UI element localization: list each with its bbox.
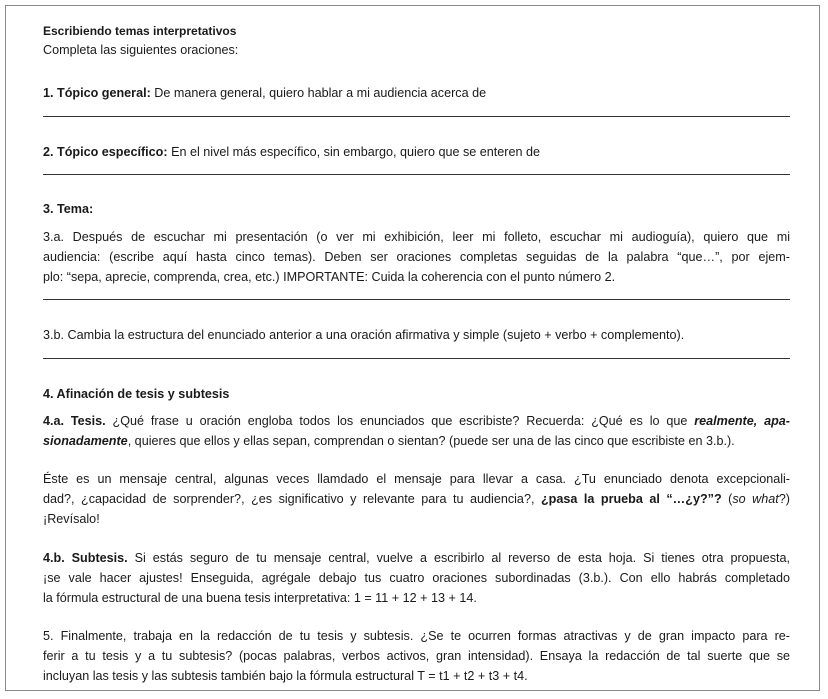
item-3-label: 3. Tema:: [43, 202, 94, 216]
item-2-specific-topic: [43, 142, 790, 162]
item-4a-emphasis: sionadamente: [43, 434, 128, 448]
answer-line-1[interactable]: [43, 116, 790, 117]
central-message-text: dad?, ¿capacidad de sorprender?, ¿es significativo y relevante para tu audiencia?,: [43, 492, 541, 506]
item-4b-text: Si estás seguro de tu mensaje central, vuelve a escribirlo al reverso de esta hoja. Si tienes otra propuesta,: [127, 551, 790, 565]
answer-line-3a[interactable]: [43, 299, 790, 300]
answer-line-3b[interactable]: [43, 358, 790, 359]
worksheet-subtitle: Completa las siguientes oraciones:: [43, 43, 239, 57]
item-3a-line: 3.a. Después de escuchar mi presentación (o ver mi exhibición, leer mi folleto, escuchar mi audioguía), quiero que mi: [43, 230, 790, 244]
item-1-text: De manera general, quiero hablar a mi audiencia acerca de: [150, 86, 487, 100]
item-2-text: En el nivel más específico, sin embargo, quiero que se enteren de: [167, 145, 541, 159]
central-message-bold: ¿pasa la prueba al “…¿y?”?: [540, 492, 722, 506]
item-3a-line: plo: “sepa, aprecie, comprenda, crea, etc.) IMPORTANTE: Cuida la coherencia con el punto número 2.: [43, 270, 616, 284]
central-message-line: Éste es un mensaje central, algunas veces llamdado el mensaje para llevar a casa. ¿Tu enunciado denota excepcionali-: [43, 472, 790, 486]
central-message-line: ¡Revísalo!: [43, 512, 100, 526]
item-4b-label: 4.b. Subtesis.: [43, 551, 128, 565]
item-4a-text: ¿Qué frase u oración engloba todos los enunciados que escribiste? Recuerda: ¿Qué es lo que: [105, 414, 695, 428]
item-5-line: 5. Finalmente, trabaja en la redacción de tu tesis y subtesis. ¿Se te ocurren formas atractivas y de gran impacto para re-: [43, 629, 790, 643]
item-1-general-topic: [43, 83, 790, 103]
item-1-label: 1. Tópico general:: [43, 86, 151, 100]
central-message-line: [43, 489, 790, 509]
item-4a-line: [43, 431, 790, 451]
paren: (: [721, 492, 733, 506]
paren: ?): [778, 492, 790, 506]
central-message-italic: so what: [732, 492, 779, 506]
item-3a-line: audiencia: (escribe aquí hasta cinco temas). Deben ser oraciones completas seguidas de la palabra “que…”, por ejem-: [43, 250, 790, 264]
item-4b-line: ¡se vale hacer ajustes! Enseguida, agrégale debajo tus cuatro oraciones subordinadas (3.b.). Con ello habrás completado: [43, 571, 790, 585]
item-4a-label: 4.a. Tesis.: [43, 414, 106, 428]
item-2-label: 2. Tópico específico:: [43, 145, 168, 159]
item-5-line: incluyan las tesis y las subtesis también bajo la fórmula estructural T = t1 + t2 + t3 + t4.: [43, 669, 528, 683]
item-4a-emphasis: realmente, apa-: [694, 414, 791, 428]
item-4b-line: la fórmula estructural de una buena tesis interpretativa: 1 = 11 + 12 + 13 + 14.: [43, 591, 477, 605]
item-4-label: 4. Afinación de tesis y subtesis: [43, 387, 230, 401]
item-4a-text: , quieres que ellos y ellas sepan, comprendan o sientan? (puede ser una de las cinco que escribiste en 3.b.).: [127, 434, 735, 448]
answer-line-2[interactable]: [43, 174, 790, 175]
item-4a-line: [43, 411, 790, 431]
item-5-line: ferir a tu tesis y a tu subtesis? (pocas palabras, verbos activos, gran intensidad). Ensaya la redacción de tal suerte que se: [43, 649, 790, 663]
worksheet-title: Escribiendo temas interpretativos: [43, 24, 237, 38]
item-3b-text: 3.b. Cambia la estructura del enunciado anterior a una oración afirmativa y simple (sujeto + verbo + complemento).: [43, 328, 685, 342]
item-4b-line: [43, 548, 790, 568]
